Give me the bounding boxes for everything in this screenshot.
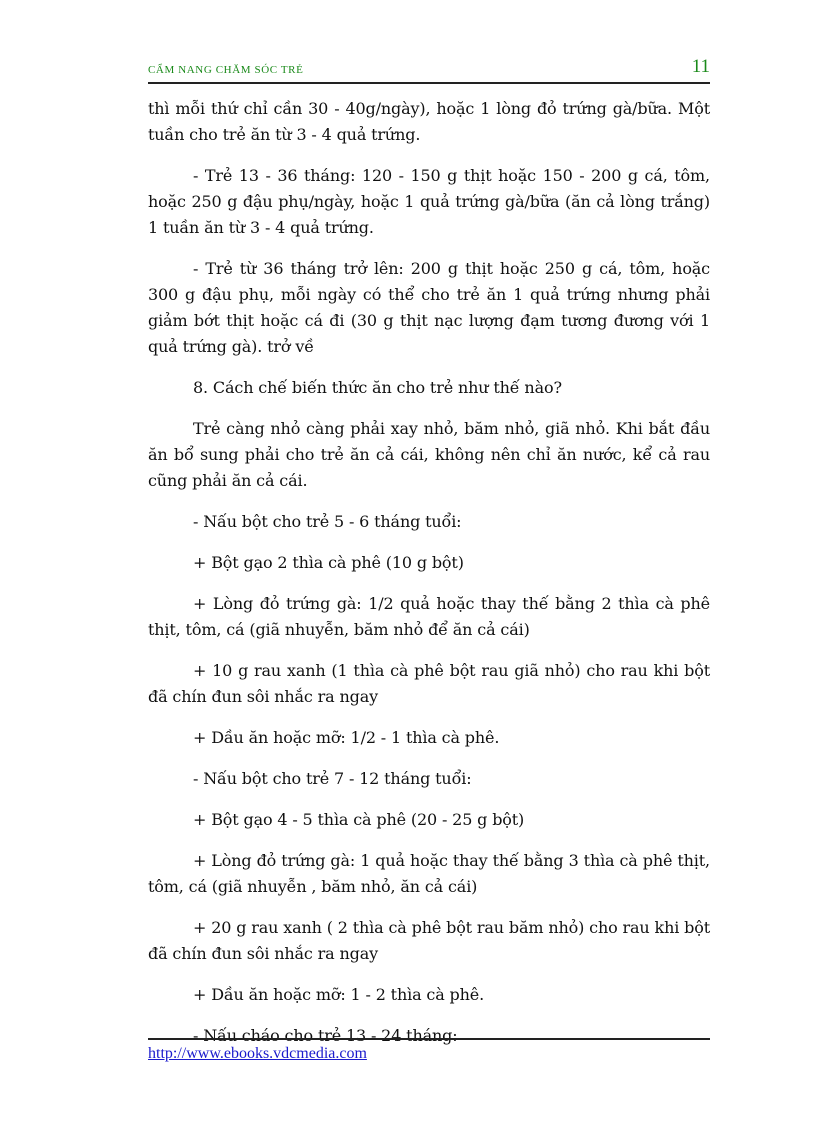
- list-item: + Lòng đỏ trứng gà: 1/2 quả hoặc thay thế bằng 2 thìa cà phê thịt, tôm, cá (giã nhuyễn, băm nhỏ để ăn cả cái): [148, 594, 710, 639]
- section-heading: 8. Cách chế biến thức ăn cho trẻ như thế nào?: [193, 378, 562, 397]
- list-item: + Lòng đỏ trứng gà: 1 quả hoặc thay thế bằng 3 thìa cà phê thịt, tôm, cá (giã nhuyễn , băm nhỏ, ăn cả cái): [148, 851, 710, 896]
- list-item: + 10 g rau xanh (1 thìa cà phê bột rau giã nhỏ) cho rau khi bột đã chín đun sôi nhắc ra ngay: [148, 661, 710, 706]
- page-number: 11: [691, 56, 710, 77]
- page-body: [148, 96, 710, 1049]
- body-paragraph: Trẻ càng nhỏ càng phải xay nhỏ, băm nhỏ, giã nhỏ. Khi bắt đầu ăn bổ sung phải cho trẻ ăn cả cái, không nên chỉ ăn nước, kể cả rau cũng phải ăn cả cái.: [148, 419, 710, 490]
- list-item: + Bột gạo 4 - 5 thìa cà phê (20 - 25 g bột): [193, 810, 525, 829]
- list-item: + Bột gạo 2 thìa cà phê (10 g bột): [193, 553, 464, 572]
- page-header: [148, 58, 710, 84]
- list-item: + Dầu ăn hoặc mỡ: 1 - 2 thìa cà phê.: [193, 985, 485, 1004]
- running-title: CẨM NANG CHĂM SÓC TRẺ: [148, 64, 304, 76]
- footer-url-link[interactable]: http://www.ebooks.vdcmedia.com: [148, 1045, 367, 1062]
- list-item: + Dầu ăn hoặc mỡ: 1/2 - 1 thìa cà phê.: [193, 728, 500, 747]
- body-paragraph: thì mỗi thứ chỉ cần 30 - 40g/ngày), hoặc 1 lòng đỏ trứng gà/bữa. Một tuần cho trẻ ăn từ 3 - 4 quả trứng.: [148, 99, 710, 144]
- list-heading: - Nấu cháo cho trẻ 13 - 24 tháng:: [193, 1026, 458, 1045]
- list-item: + 20 g rau xanh ( 2 thìa cà phê bột rau băm nhỏ) cho rau khi bột đã chín đun sôi nhắc ra ngay: [148, 918, 710, 963]
- list-heading: - Nấu bột cho trẻ 7 - 12 tháng tuổi:: [193, 769, 472, 788]
- body-paragraph: - Trẻ 13 - 36 tháng: 120 - 150 g thịt hoặc 150 - 200 g cá, tôm, hoặc 250 g đậu phụ/ngày, hoặc 1 quả trứng gà/bữa (ăn cả lòng trắng) 1 tuần ăn từ 3 - 4 quả trứng.: [148, 166, 710, 237]
- list-heading: - Nấu bột cho trẻ 5 - 6 tháng tuổi:: [193, 512, 462, 531]
- footer-divider: [148, 1038, 710, 1040]
- body-paragraph: - Trẻ từ 36 tháng trở lên: 200 g thịt hoặc 250 g cá, tôm, hoặc 300 g đậu phụ, mỗi ngày có thể cho trẻ ăn 1 quả trứng nhưng phải giảm bớt thịt hoặc cá đi (30 g thịt nạc lượng đạm tương đương với 1 quả trứng gà). trở về: [148, 259, 710, 356]
